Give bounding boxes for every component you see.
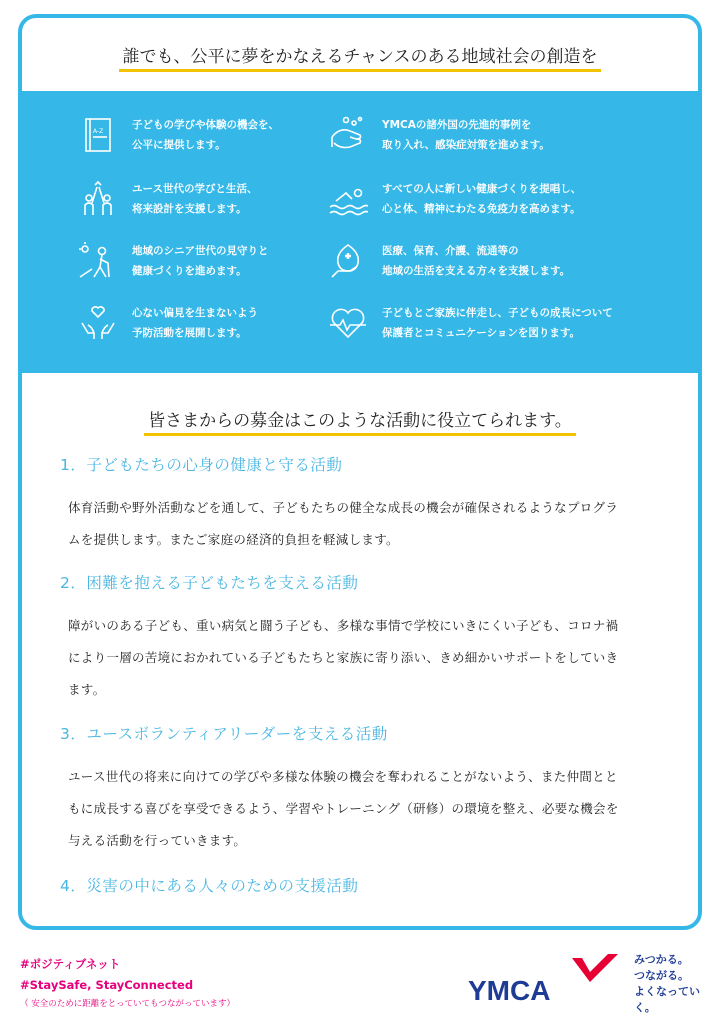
section-body: 体育活動や野外活動などを通して、子どもたちの健全な成長の機会が確保されるようなプログラ ムを提供します。またご家庭の経済的負担を軽減します。	[68, 500, 619, 547]
feature-item: 医療、保育、介護、流通等の 地域の生活を支える方々を支援します。	[328, 241, 570, 281]
heart-hands-icon	[78, 303, 118, 343]
medical-hand-icon	[328, 241, 368, 281]
swimmer-icon	[328, 179, 368, 219]
book-icon	[78, 115, 118, 155]
ymca-logo-mark-icon	[572, 954, 618, 982]
high-five-icon	[78, 179, 118, 219]
feature-item: すべての人に新しい健康づくりを提唱し、 心と体、精神にわたる免疫力を高めます。	[328, 179, 581, 219]
hashtags	[20, 954, 193, 996]
donation-title: 皆さまからの募金はこのような活動に役立てられます。	[22, 406, 698, 431]
section-body: 障がいのある子ども、重い病気と闘う子ども、多様な事情で学校にいきにくい子ども、コロナ禍 により一層の苦境におかれている子どもたちと家族に寄り添い、きめ細かいサポートをしていき ます。	[68, 618, 619, 697]
svg-text:YMCA: YMCA	[468, 975, 551, 1006]
section-body: ユース世代の将来に向けての学びや多様な体験の機会を奪われることがないよう、また仲間とと もに成長する喜びを享受できるよう、学習やトレーニング（研修）の環境を整え、必要な機会を 与える活動を行っていきます。	[68, 769, 619, 848]
content-frame	[18, 14, 702, 930]
svg-text:A-Z: A-Z	[93, 128, 104, 135]
footer-note: （ 安全のために距離をとっていてもつながっています）	[20, 999, 236, 1009]
feature-item: 心ない偏見を生まないよう 予防活動を展開します。	[78, 303, 258, 343]
features-band	[22, 91, 698, 373]
section-heading: 4．災害の中にある人々のための支援活動	[60, 877, 359, 895]
heartbeat-icon	[328, 303, 368, 343]
senior-walking-icon	[78, 241, 118, 281]
hashtag-stay-safe: #StaySafe, StayConnected	[20, 978, 194, 992]
handwash-icon	[328, 115, 368, 155]
ymca-logo	[468, 952, 628, 1012]
feature-item: 子どもとご家族に伴走し、子どもの成長について 保護者とコミュニケーションを図ります。	[328, 303, 613, 343]
section-heading: 3．ユースボランティアリーダーを支える活動	[60, 725, 388, 743]
hashtag-positive-net: #ポジティブネット	[20, 957, 121, 971]
feature-item: ユース世代の学びと生活、 将来設計を支援します。	[78, 179, 257, 219]
section-heading: 2．困難を抱える子どもたちを支える活動	[60, 574, 359, 592]
ymca-tagline: みつかる。 つながる。 よくなっていく。	[634, 953, 700, 1014]
feature-item: A-Z 子どもの学びや体験の機会を、 公平に提供します。	[78, 115, 279, 155]
top-title: 誰でも、公平に夢をかなえるチャンスのある地域社会の創造を	[22, 42, 698, 67]
feature-item: 地域のシニア世代の見守りと 健康づくりを進めます。	[78, 241, 269, 281]
section-heading: 1．子どもたちの心身の健康と守る活動	[60, 456, 343, 474]
feature-item: YMCAの諸外国の先進的事例を 取り入れ、感染症対策を進めます。	[328, 115, 550, 155]
